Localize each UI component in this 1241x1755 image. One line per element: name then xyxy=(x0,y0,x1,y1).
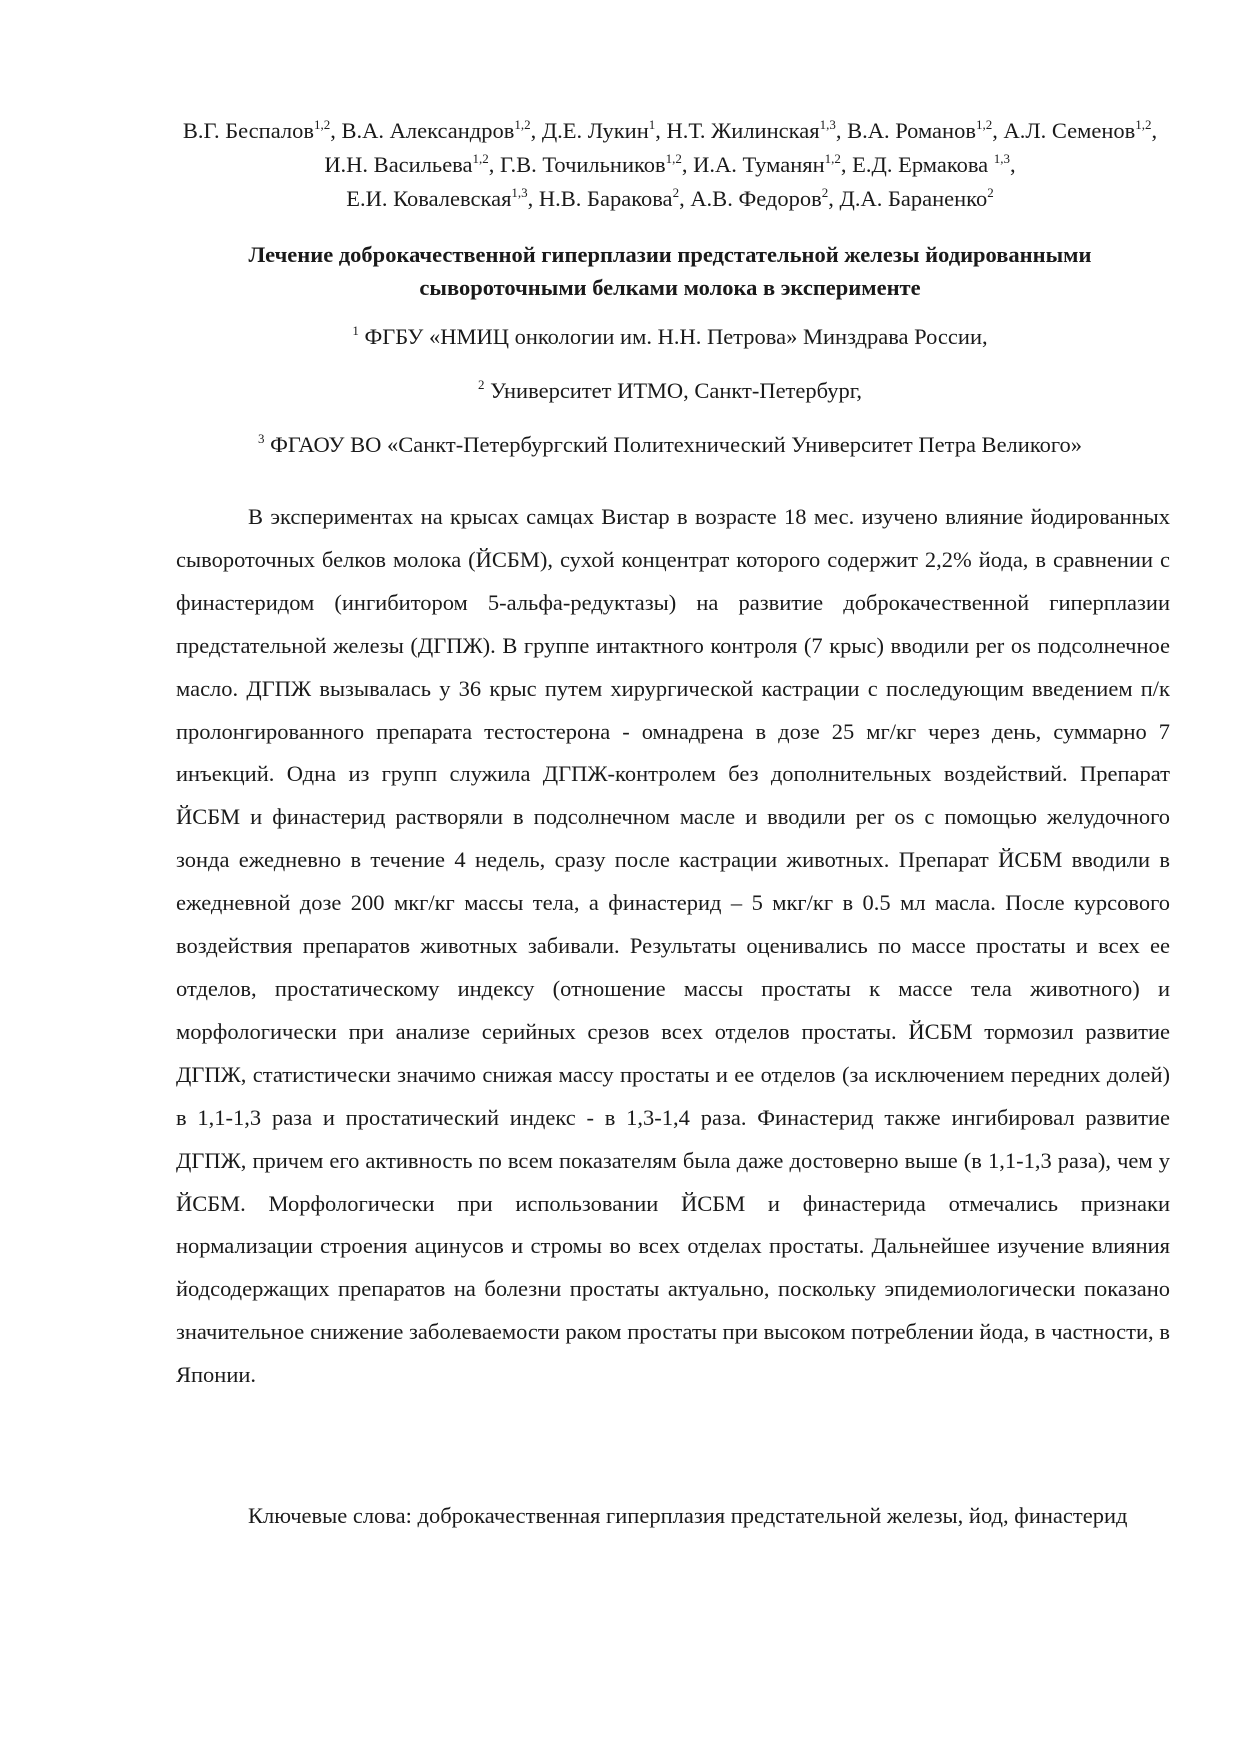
author: Е.И. Ковалевская$^{1,3}$, xyxy=(346,185,539,211)
article-title: Лечение доброкачественной гиперплазии предстательной железы йодированными сывороточными белками молока в эксперименте xyxy=(248,242,1092,300)
author: Г.В. Точильников$^{1,2}$, xyxy=(500,151,694,177)
affiliation: $^3$ ФГАОУ ВО «Санкт-Петербургский Политехнический Университет Петра Великого» xyxy=(257,431,1083,457)
author-list xyxy=(170,114,1170,216)
author: А.Л. Семенов$^{1,2}$, xyxy=(1003,117,1158,143)
author: Н.Т. Жилинская$^{1,3}$, xyxy=(666,117,848,143)
affiliation: $^1$ ФГБУ «НМИЦ онкологии им. Н.Н. Петрова» Минздрава России, xyxy=(352,323,988,349)
keywords-paragraph: Ключевые слова: доброкачественная гиперплазия предстательной железы, йод, финастерид xyxy=(248,1503,1128,1528)
abstract-paragraph: В экспериментах на крысах самцах Вистар в возрасте 18 мес. изучено влияние йодированных сывороточных белков молока (ЙСБМ), сухой концентрат которого содержит 2,2% йода, в сравнении с финастеридом (ингибитором 5-альфа-редуктазы) на развитие доброкачественной гиперплазии предстательной железы (ДГПЖ). В группе интактного контроля (7 крыс) вводили per os подсолнечное масло. ДГПЖ вызывалась у 36 крыс путем хирургической кастрации с последующим введением п/к пролонгированного препарата тестостерона - омнадрена в дозе 25 мг/кг через день, суммарно 7 инъекций. Одна из групп служила ДГПЖ-контролем без дополнительных воздействий. Препарат ЙСБМ и финастерид растворяли в подсолнечном масле и вводили per os с помощью желудочного зонда ежедневно в течение 4 недель, сразу после кастрации животных. Препарат ЙСБМ вводили в ежедневной дозе 200 мкг/кг массы тела, а финастерид – 5 мкг/кг в 0.5 мл масла. После курсового воздействия препаратов животных забивали. Результаты оценивались по массе простаты и всех ее отделов, простатическому индексу (отношение массы простаты к массе тела животного) и морфологически при анализе серийных срезов всех отделов простаты. ЙСБМ тормозил развитие ДГПЖ, статистически значимо снижая массу простаты и ее отделов (за исключением передних долей) в 1,1-1,3 раза и простатический индекс - в 1,3-1,4 раза. Финастерид также ингибировал развитие ДГПЖ, причем его активность по всем показателям была даже достоверно выше (в 1,1-1,3 раза), чем у ЙСБМ. Морфологически при использовании ЙСБМ и финастерида отмечались признаки нормализации строения ацинусов и стромы во всех отделах простаты. Дальнейшее изучение влияния йодсодержащих препаратов на болезни простаты актуально, поскольку эпидемиологически показано значительное снижение заболеваемости раком простаты при высоком потреблении йода, в частности, в Японии. xyxy=(176,504,1170,1388)
author: Д.А. Бараненко$^2$ xyxy=(839,185,994,211)
author: И.Н. Васильева$^{1,2}$, xyxy=(324,151,500,177)
author: Е.Д. Ермакова $^{1,3}$, xyxy=(852,151,1016,177)
affiliation: $^2$ Университет ИТМО, Санкт-Петербург, xyxy=(477,377,863,403)
author: Д.Е. Лукин$^1$, xyxy=(541,117,667,143)
author: А.В. Федоров$^2$, xyxy=(690,185,840,211)
author: В.Г. Беспалов$^{1,2}$, xyxy=(182,117,342,143)
author: В.А. Романов$^{1,2}$, xyxy=(847,117,1004,143)
author: Н.В. Баракова$^2$, xyxy=(538,185,691,211)
author: И.А. Туманян$^{1,2}$, xyxy=(693,151,853,177)
author: В.А. Александров$^{1,2}$, xyxy=(341,117,542,143)
